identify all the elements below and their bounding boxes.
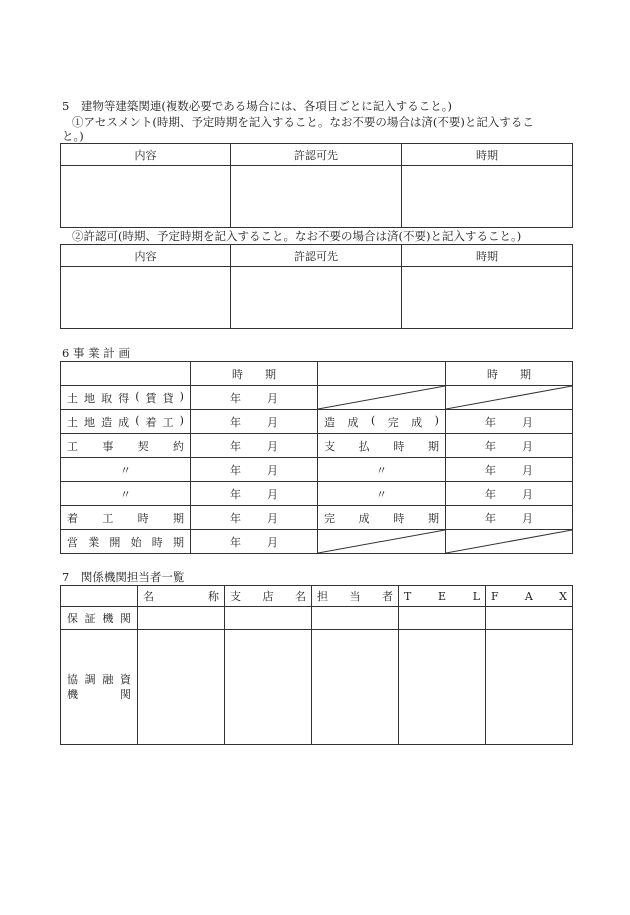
plan-right-label-text-char: 期 xyxy=(427,511,439,525)
plan-right-date-struck xyxy=(446,386,573,410)
year-label: 年 xyxy=(230,487,241,501)
contacts-col-person xyxy=(312,586,399,607)
plan-left-label-text-char: 期 xyxy=(172,535,184,549)
plan-left-label-text-char: 契 xyxy=(137,439,149,453)
contacts-col-char: X xyxy=(559,589,567,603)
plan-left-label-text-char: 始 xyxy=(130,535,142,549)
month-label: 月 xyxy=(267,391,278,405)
plan-left-label-text-char: ) xyxy=(179,413,184,427)
plan-left-label-text-char: ) xyxy=(179,389,184,403)
cofinancing-fax-cell[interactable] xyxy=(486,630,573,745)
plan-right-label: 〃 xyxy=(318,482,446,506)
plan-right-label-text-char: 時 xyxy=(393,439,405,453)
plan-left-label-text-char: 工 xyxy=(67,439,78,453)
contacts-col-fax xyxy=(486,586,573,607)
row-label-char: 機 xyxy=(67,688,78,701)
plan-right-date-cell[interactable] xyxy=(446,410,573,434)
col-period: 時期 xyxy=(402,245,573,267)
plan-left-label-text-char: 約 xyxy=(172,439,184,453)
month-label: 月 xyxy=(522,511,533,525)
cofinancing-branch-cell[interactable] xyxy=(225,630,312,745)
contacts-col-char: 者 xyxy=(382,590,393,603)
plan-left-label-text-char: 得 xyxy=(118,391,130,405)
plan-right-label-text-char: 造 xyxy=(324,415,335,429)
diagonal-line xyxy=(446,386,572,409)
plan-header-blank-right xyxy=(318,362,446,386)
row-label-guarantee xyxy=(61,607,138,630)
plan-right-label-text-char: ) xyxy=(434,413,439,427)
row-label-char: 融 xyxy=(102,673,114,686)
contacts-col-char: 支 xyxy=(230,590,241,603)
plan-right-label xyxy=(318,434,446,458)
cofinancing-person-cell[interactable] xyxy=(312,630,399,745)
col-period: 時期 xyxy=(402,144,573,166)
plan-left-label-text-char: 取 xyxy=(101,391,113,405)
plan-left-label-text-char: 土 xyxy=(67,415,78,429)
plan-left-label: 〃 xyxy=(61,482,191,506)
plan-right-date xyxy=(446,462,572,478)
contacts-col-char: F xyxy=(491,589,499,603)
plan-right-label: 〃 xyxy=(318,458,446,482)
assessment-content-cell[interactable] xyxy=(61,166,231,228)
year-label: 年 xyxy=(230,535,241,549)
month-label: 月 xyxy=(522,439,533,453)
plan-left-date-cell[interactable] xyxy=(191,434,318,458)
plan-left-label-text-char: 工 xyxy=(102,511,114,525)
contacts-col-tel xyxy=(399,586,486,607)
plan-left-label-text-char: 成 xyxy=(118,415,130,429)
contacts-col-char: 店 xyxy=(262,590,274,603)
assessment-table xyxy=(60,143,573,228)
cofinancing-tel-cell[interactable] xyxy=(399,630,486,745)
contacts-col-char: E xyxy=(438,589,447,603)
plan-row xyxy=(61,458,573,482)
plan-left-label-text-char: 業 xyxy=(88,535,100,549)
plan-right-label-text-char: 成 xyxy=(347,415,359,429)
contacts-header-blank xyxy=(61,586,138,607)
plan-left-date xyxy=(191,486,317,502)
plan-left-date xyxy=(191,462,317,478)
plan-left-label-text-char: 時 xyxy=(151,535,163,549)
guarantee-branch-cell[interactable] xyxy=(225,607,312,630)
row-label-char: 資 xyxy=(119,673,131,686)
plan-right-label-text-char: 支 xyxy=(324,439,335,453)
plan-right-date-cell[interactable] xyxy=(446,458,573,482)
contacts-col-char: L xyxy=(472,589,480,603)
plan-right-date xyxy=(446,486,572,502)
diagonal-strike xyxy=(446,386,572,409)
plan-right-label-text xyxy=(318,438,445,454)
diagonal-strike xyxy=(318,530,445,553)
year-label: 年 xyxy=(485,511,496,525)
contacts-col-char: T xyxy=(404,589,412,603)
plan-left-label xyxy=(61,434,191,458)
plan-right-label xyxy=(318,410,446,434)
row-label-char: 関 xyxy=(120,688,131,701)
plan-left-label-text-char: ( xyxy=(135,389,140,403)
plan-left-label-text-char: 着 xyxy=(67,511,78,525)
assessment-authority-cell[interactable] xyxy=(231,166,402,228)
month-label: 月 xyxy=(522,463,533,477)
row-label-char: 証 xyxy=(84,612,96,625)
plan-right-label-text xyxy=(318,510,445,526)
plan-left-date xyxy=(191,390,317,406)
plan-left-label-text xyxy=(61,438,190,454)
plan-left-date xyxy=(191,534,317,550)
plan-left-date-cell[interactable] xyxy=(191,530,318,554)
plan-left-label-text-char: ( xyxy=(135,413,140,427)
month-label: 月 xyxy=(267,535,278,549)
permit-table xyxy=(60,244,573,329)
year-label: 年 xyxy=(485,415,496,429)
row-label-char: 機 xyxy=(102,612,114,625)
plan-left-label-text-char: 着 xyxy=(145,415,157,429)
plan-row xyxy=(61,506,573,530)
plan-row xyxy=(61,530,573,554)
plan-left-label-text-char: 賃 xyxy=(145,391,157,405)
plan-right-date xyxy=(446,414,572,430)
plan-left-date-cell[interactable] xyxy=(191,458,318,482)
year-label: 年 xyxy=(485,463,496,477)
business-plan-table xyxy=(60,361,573,554)
assessment-period-cell[interactable] xyxy=(402,166,573,228)
contacts-col-char: 担 xyxy=(317,590,328,603)
section5-heading: 5 建物等建築関連(複数必要である場合には、各項目ごとに記入すること。) xyxy=(62,99,453,113)
plan-right-label-text-char: 完 xyxy=(324,511,335,525)
plan-left-date-cell[interactable] xyxy=(191,410,318,434)
plan-left-label xyxy=(61,530,191,554)
row-label-char: 関 xyxy=(119,612,131,625)
plan-right-label-text-char: 期 xyxy=(427,439,439,453)
plan-left-date xyxy=(191,438,317,454)
month-label: 月 xyxy=(522,415,533,429)
plan-right-label-text-char: 払 xyxy=(358,439,370,453)
section6-heading: 6 事 業 計 画 xyxy=(62,346,130,360)
month-label: 月 xyxy=(267,511,278,525)
diagonal-strike xyxy=(318,386,445,409)
plan-left-date xyxy=(191,414,317,430)
diagonal-line xyxy=(318,386,445,409)
plan-left-label-text-char: 貸 xyxy=(162,391,174,405)
section5-sub1-line1: ①アセスメント(時期、予定時期を記入すること。なお不要の場合は済(不要)と記入するこ xyxy=(72,115,534,129)
contacts-col-char: 名 xyxy=(143,590,154,603)
year-label: 年 xyxy=(485,439,496,453)
plan-right-label-text-char: ( xyxy=(370,413,376,427)
plan-row xyxy=(61,482,573,506)
permit-period-cell[interactable] xyxy=(402,267,573,329)
row-label-char: 協 xyxy=(67,673,78,686)
plan-left-date-cell[interactable] xyxy=(191,482,318,506)
plan-left-label-text xyxy=(61,510,190,526)
contacts-col-char: 称 xyxy=(208,590,219,603)
plan-right-date-cell[interactable] xyxy=(446,506,573,530)
plan-left-label xyxy=(61,410,191,434)
contacts-col-char: 名 xyxy=(295,590,306,603)
year-label: 年 xyxy=(230,415,241,429)
col-content: 内容 xyxy=(61,144,231,166)
row-label-cofinancing xyxy=(61,630,138,745)
permit-content-cell[interactable] xyxy=(61,267,231,329)
col-authority: 許認可先 xyxy=(231,144,402,166)
contacts-col-char: A xyxy=(524,589,533,603)
row-label-char: 調 xyxy=(84,673,96,686)
contacts-col-char: 当 xyxy=(349,590,361,603)
plan-left-label-text xyxy=(61,534,190,550)
plan-left-label-text-char: 地 xyxy=(84,415,96,429)
month-label: 月 xyxy=(267,439,278,453)
plan-row xyxy=(61,410,573,434)
year-label: 年 xyxy=(230,439,241,453)
plan-left-label: 〃 xyxy=(61,458,191,482)
plan-left-label-text-char: 開 xyxy=(109,535,121,549)
section7-heading: 7 関係機関担当者一覧 xyxy=(62,570,185,584)
plan-header-blank xyxy=(61,362,191,386)
permit-authority-cell[interactable] xyxy=(231,267,402,329)
month-label: 月 xyxy=(522,487,533,501)
plan-left-label xyxy=(61,506,191,530)
plan-left-label-text-char: 造 xyxy=(101,415,113,429)
plan-right-label-struck xyxy=(318,386,446,410)
col-authority: 許認可先 xyxy=(231,245,402,267)
year-label: 年 xyxy=(230,391,241,405)
section5-sub2: ②許認可(時期、予定時期を記入すること。なお不要の場合は済(不要)と記入すること。) xyxy=(72,229,522,243)
year-label: 年 xyxy=(230,511,241,525)
plan-row xyxy=(61,434,573,458)
plan-right-date xyxy=(446,510,572,526)
contacts-col-branch xyxy=(225,586,312,607)
diagonal-line xyxy=(446,530,572,553)
plan-left-label-text-char: 土 xyxy=(67,391,78,405)
plan-right-label-text-char: 時 xyxy=(393,511,405,525)
diagonal-line xyxy=(318,530,445,553)
guarantee-person-cell[interactable] xyxy=(312,607,399,630)
cofinancing-name-cell[interactable] xyxy=(138,630,225,745)
guarantee-fax-cell[interactable] xyxy=(486,607,573,630)
plan-left-label-text-char: 工 xyxy=(162,415,174,429)
month-label: 月 xyxy=(267,463,278,477)
plan-header-period-right: 時 期 xyxy=(446,362,573,386)
plan-right-label-text-char: 成 xyxy=(358,511,370,525)
plan-left-label-text-char: 期 xyxy=(172,511,184,525)
plan-left-label-text-char: 営 xyxy=(67,535,78,549)
plan-left-label-text-char: 地 xyxy=(84,391,96,405)
plan-left-label xyxy=(61,386,191,410)
month-label: 月 xyxy=(267,415,278,429)
plan-header-period-left: 時 期 xyxy=(191,362,318,386)
row-label-char: 保 xyxy=(67,612,78,625)
plan-left-label-text xyxy=(61,414,190,430)
guarantee-tel-cell[interactable] xyxy=(399,607,486,630)
plan-right-label xyxy=(318,506,446,530)
plan-left-label-text-char: 事 xyxy=(102,439,114,453)
plan-right-date-cell[interactable] xyxy=(446,482,573,506)
plan-left-label-text-char: 時 xyxy=(137,511,149,525)
contacts-col-name xyxy=(138,586,225,607)
plan-left-label-text xyxy=(61,390,190,406)
plan-row xyxy=(61,386,573,410)
contacts-table xyxy=(60,585,573,745)
plan-right-label-text-char: 成 xyxy=(411,415,423,429)
plan-left-date-cell[interactable] xyxy=(191,386,318,410)
plan-left-date xyxy=(191,510,317,526)
col-content: 内容 xyxy=(61,245,231,267)
year-label: 年 xyxy=(230,463,241,477)
section5-sub1-line2: と。) xyxy=(62,129,84,143)
diagonal-strike xyxy=(446,530,572,553)
plan-right-label-text-char: 完 xyxy=(387,415,399,429)
plan-right-date-cell[interactable] xyxy=(446,434,573,458)
plan-left-date-cell[interactable] xyxy=(191,506,318,530)
plan-right-date-struck xyxy=(446,530,573,554)
guarantee-name-cell[interactable] xyxy=(138,607,225,630)
plan-right-date xyxy=(446,438,572,454)
year-label: 年 xyxy=(485,487,496,501)
month-label: 月 xyxy=(267,487,278,501)
plan-right-label-struck xyxy=(318,530,446,554)
plan-right-label-text xyxy=(318,414,445,430)
